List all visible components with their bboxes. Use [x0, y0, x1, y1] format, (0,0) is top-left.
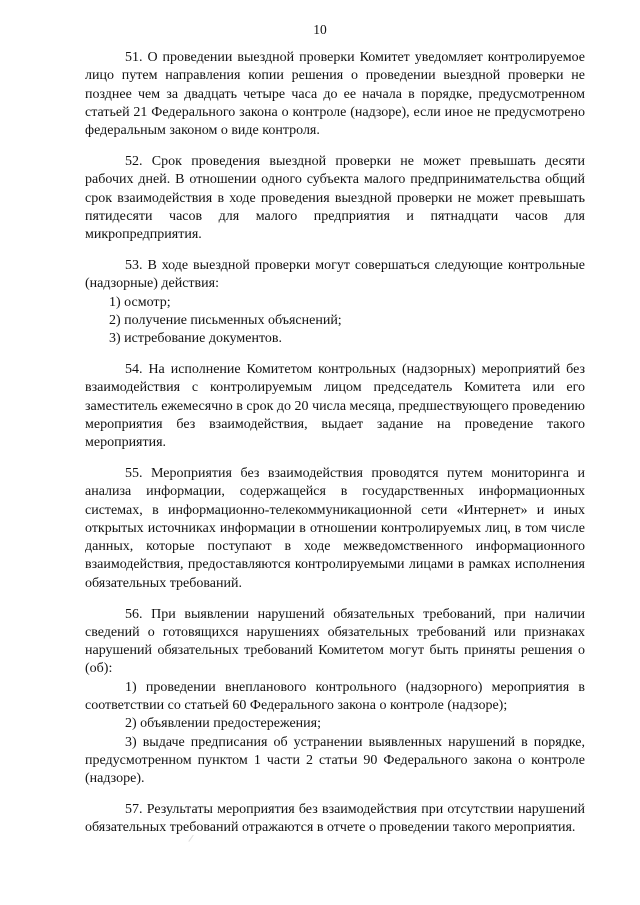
page-number: 10 [313, 22, 327, 37]
paragraph-54: 54. На исполнение Комитетом контрольных (надзорных) мероприятий без взаимодействия с контролируемым лицом председатель Комитета или его заместитель ежемесячно в срок до 20 числа месяца, предшествующего проведению мероприятия без взаимодействия, выдает задание на проведение такого мероприятия. [85, 361, 585, 451]
list-item: 2) объявлении предостережения; [125, 716, 321, 732]
paragraph-51: 51. О проведении выездной проверки Комитет уведомляет контролируемое лицо путем направления копии решения о проведении выездной проверки не позднее чем за двадцать четыре часа до ее начала в порядке, предусмотренном статьей 21 Федерального закона о контроле (надзоре), если иное не предусмотрено федеральным законом о виде контроля. [85, 50, 585, 139]
list-item: 1) осмотр; [109, 294, 171, 310]
list-item: 2) получение письменных объяснений; [109, 312, 342, 328]
paragraph-52: 52. Срок проведения выездной проверки не может превышать десяти рабочих дней. В отношении одного субъекта малого предпринимательства общий срок взаимодействия в ходе проведения выездной проверки не может превышать пятидесяти часов для малого предприятия и пятнадцати часов для микропредприятия. [85, 153, 585, 243]
paragraph-53: 53. В ходе выездной проверки могут совершаться следующие контрольные (надзорные) действия: [85, 257, 585, 292]
paragraph-55: 55. Мероприятия без взаимодействия проводятся путем мониторинга и анализа информации, содержащейся в государственных информационных системах, в информационно-телекоммуникационной сети «Интернет» и иных открытых источниках информации в отношении контролируемых лиц, в том числе данных, которые поступают в ходе межведомственного информационного взаимодействия, предоставляются контролируемыми лицами в рамках исполнения обязательных требований. [85, 465, 585, 591]
document-body [85, 49, 585, 838]
paragraph-57: 57. Результаты мероприятия без взаимодействия при отсутствии нарушений обязательных требований отражаются в отчете о проведении такого мероприятия. [85, 801, 585, 836]
list-item: 3) истребование документов. [109, 331, 282, 347]
list-item: 1) проведении внепланового контрольного (надзорного) мероприятия в соответствии со статьей 60 Федерального закона о контроле (надзоре); [85, 679, 585, 713]
list-item: 3) выдаче предписания об устранении выявленных нарушений в порядке, предусмотренном пунктом 1 части 2 статьи 90 Федерального закона о контроле (надзоре). [85, 734, 585, 787]
paragraph-56: 56. При выявлении нарушений обязательных требований, при наличии сведений о готовящихся нарушениях обязательных требований или признаках нарушений обязательных требований Комитетом могут быть приняты решения о (об): [85, 606, 585, 677]
